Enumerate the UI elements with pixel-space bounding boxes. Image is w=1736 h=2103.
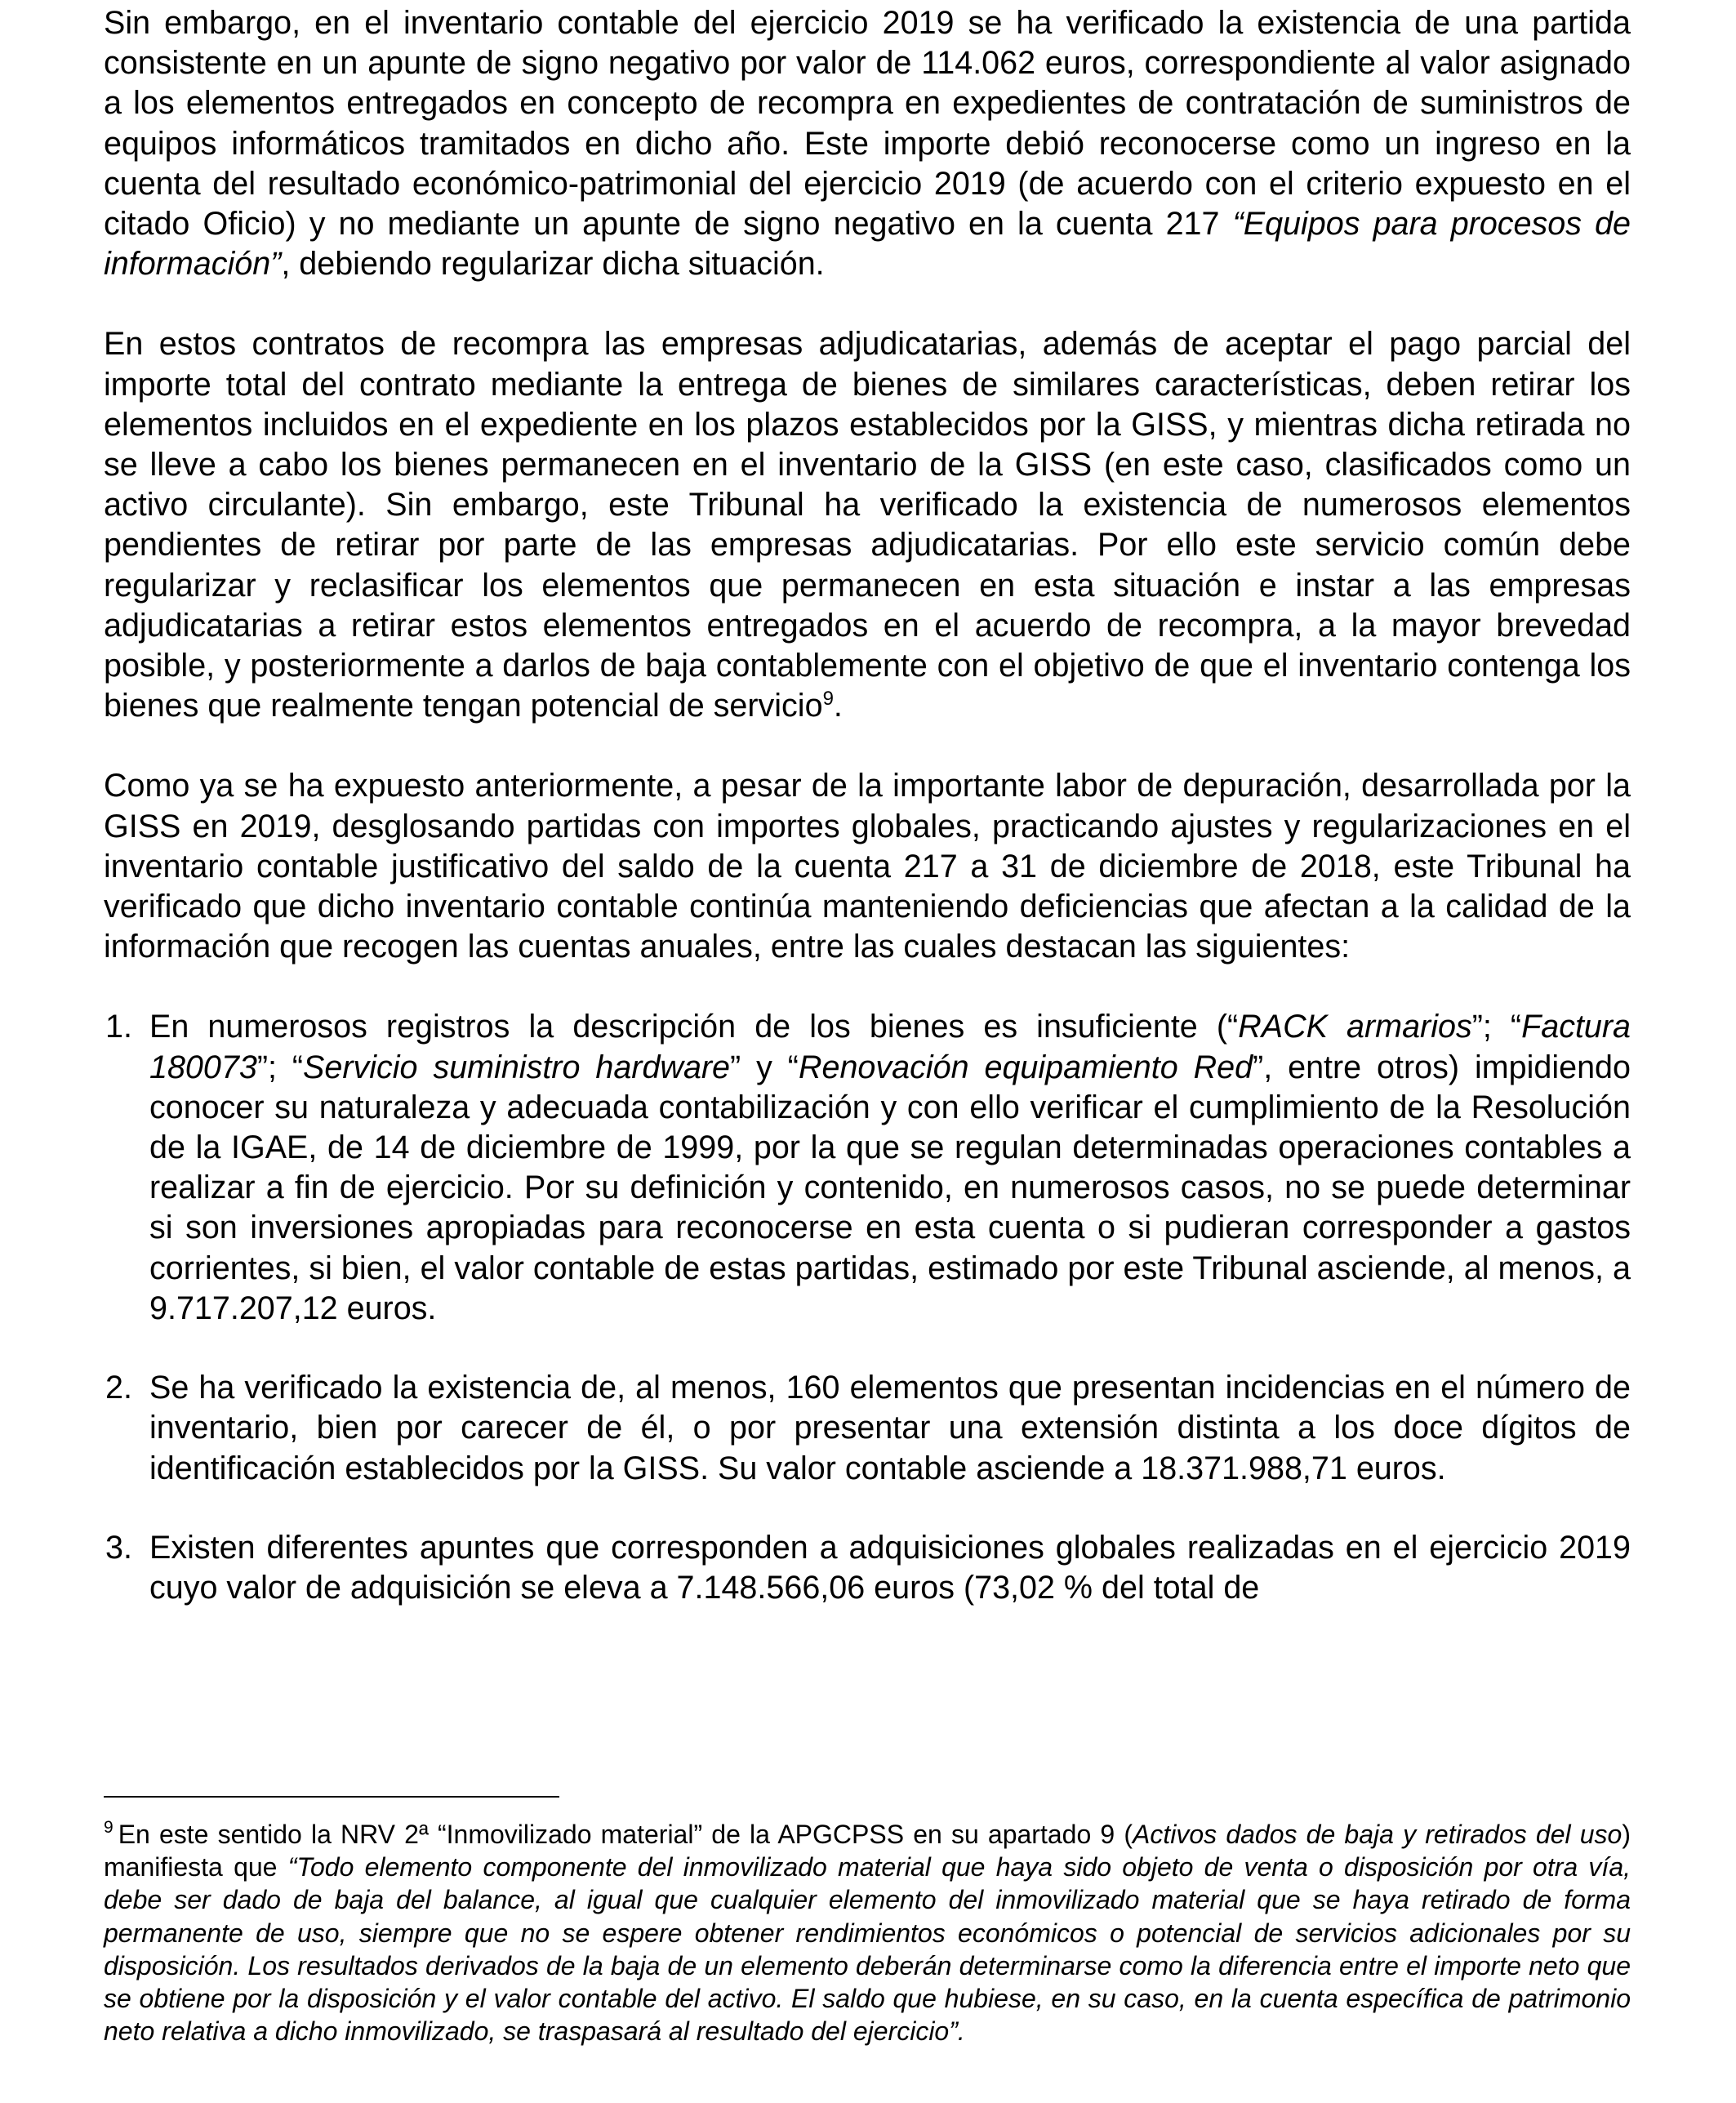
list-item: [104, 1368, 1631, 1489]
footnote-marker: 9: [104, 1818, 114, 1837]
italic-text: “Equipos para procesos de información”: [104, 206, 1631, 283]
list-item-number: 2.: [105, 1370, 132, 1406]
italic-text: RACK armarios: [1238, 1009, 1472, 1045]
footnote-text: En este sentido la NRV 2ª “Inmovilizado material” de la APGCPSS en su apartado 9 (Activos dados de baja y retirados del uso) manifiesta que “Todo elemento componente del inmovilizado material que haya sido objeto de venta o disposición por otra vía, debe ser dado de baja del balance, al igual que cualquier elemento del inmovilizado material que se haya retirado de forma permanente de uso, siempre que no se espere obtener rendimientos económicos o potencial de servicios adicionales por su disposición. Los resultados derivados de la baja de un elemento deberán determinarse como la diferencia entre el importe neto que se obtiene por la disposición y el valor contable del activo. El saldo que hubiese, en su caso, en la cuenta específica de patrimonio neto relativa a dicho inmovilizado, se traspasará al resultado del ejercicio”.: [104, 1820, 1631, 2047]
footnote: [104, 1818, 1631, 2047]
paragraph-contratos-recompra: En estos contratos de recompra las empresas adjudicatarias, además de aceptar el pago parcial del importe total del contrato mediante la entrega de bienes de similares características, deben retirar los elementos incluidos en el expediente en los plazos establecidos por la GISS, y mientras dicha retirada no se lleve a cabo los bienes permanecen en el inventario de la GISS (en este caso, clasificados como un activo circulante). Sin embargo, este Tribunal ha verificado la existencia de numerosos elementos pendientes de retirar por parte de las empresas adjudicatarias. Por ello este servicio común debe regularizar y reclasificar los elementos que permanecen en esta situación e instar a las empresas adjudicatarias a retirar estos elementos entregados en el acuerdo de recompra, a la mayor brevedad posible, y posteriormente a darlos de baja contablemente con el objetivo de que el inventario contenga los bienes que realmente tengan potencial de servicio$^9$.: [104, 326, 1631, 724]
italic-text: “Todo elemento componente del inmovilizado material que haya sido objeto de venta o disposición por otra vía, debe ser dado de baja del balance, al igual que cualquier elemento del inmovilizado material que se haya retirado de forma permanente de uso, siempre que no se espere obtener rendimientos económicos o potencial de servicios adicionales por su disposición. Los resultados derivados de la baja de un elemento deberán determinarse como la diferencia entre el importe neto que se obtiene por la disposición y el valor contable del activo. El saldo que hubiese, en su caso, en la cuenta específica de patrimonio neto relativa a dicho inmovilizado, se traspasará al resultado del ejercicio”.: [104, 1852, 1631, 2047]
list-item: [104, 1007, 1631, 1329]
document-body: [104, 3, 1631, 1647]
list-item-text: Se ha verificado la existencia de, al menos, 160 elementos que presentan incidencias en el número de inventario, bien por carecer de él, o por presentar una extensión distinta a los doce dígitos de identificación establecidos por la GISS. Su valor contable asciende a 18.371.988,71 euros.: [149, 1370, 1631, 1486]
italic-text: Renovación equipamiento Red: [798, 1049, 1253, 1085]
list-item-text: Existen diferentes apuntes que corresponden a adquisiciones globales realizadas en el ejercicio 2019 cuyo valor de adquisición se eleva a 7.148.566,06 euros (73,02 % del total de: [149, 1529, 1631, 1606]
list-item-number: 1.: [105, 1009, 132, 1045]
italic-text: Servicio suministro hardware: [303, 1049, 731, 1085]
list-item-text: En numerosos registros la descripción de los bienes es insuficiente (“RACK armarios”; “Factura 180073”; “Servicio suministro hardware” y “Renovación equipamiento Red”, entre otros) impidiendo conocer su naturaleza y adecuada contabilización y con ello verificar el cumplimiento de la Resolución de la IGAE, de 14 de diciembre de 1999, por la que se regulan determinadas operaciones contables a realizar a fin de ejercicio. Por su definición y contenido, en numerosos casos, no se puede determinar si son inversiones apropiadas para reconocerse en esta cuenta o si pudieran corresponder a gastos corrientes, si bien, el valor contable de estas partidas, estimado por este Tribunal asciende, al menos, a 9.717.207,12 euros.: [149, 1009, 1631, 1326]
list-item-number: 3.: [105, 1529, 132, 1566]
paragraph-deficiencias-inventario: Como ya se ha expuesto anteriormente, a pesar de la importante labor de depuración, desarrollada por la GISS en 2019, desglosando partidas con importes globales, practicando ajustes y regularizaciones en el inventario contable justificativo del saldo de la cuenta 217 a 31 de diciembre de 2018, este Tribunal ha verificado que dicho inventario contable continúa manteniendo deficiencias que afectan a la calidad de la información que recogen las cuentas anuales, entre las cuales destacan las siguientes:: [104, 768, 1631, 965]
paragraph-recompra-inventario: Sin embargo, en el inventario contable del ejercicio 2019 se ha verificado la existencia de una partida consistente en un apunte de signo negativo por valor de 114.062 euros, correspondiente al valor asignado a los elementos entregados en concepto de recompra en expedientes de contratación de suministros de equipos informáticos tramitados en dicho año. Este importe debió reconocerse como un ingreso en la cuenta del resultado económico-patrimonial del ejercicio 2019 (de acuerdo con el criterio expuesto en el citado Oficio) y no mediante un apunte de signo negativo en la cuenta 217 “Equipos para procesos de información”, debiendo regularizar dicha situación.: [104, 5, 1631, 283]
footnote-reference[interactable]: 9: [822, 688, 834, 711]
italic-text: Activos dados de baja y retirados del uso: [1133, 1820, 1622, 1849]
footnote-separator: [104, 1796, 559, 1798]
deficiencies-list: [104, 1007, 1631, 1608]
list-item: [104, 1528, 1631, 1608]
italic-text: Factura 180073: [149, 1009, 1631, 1085]
